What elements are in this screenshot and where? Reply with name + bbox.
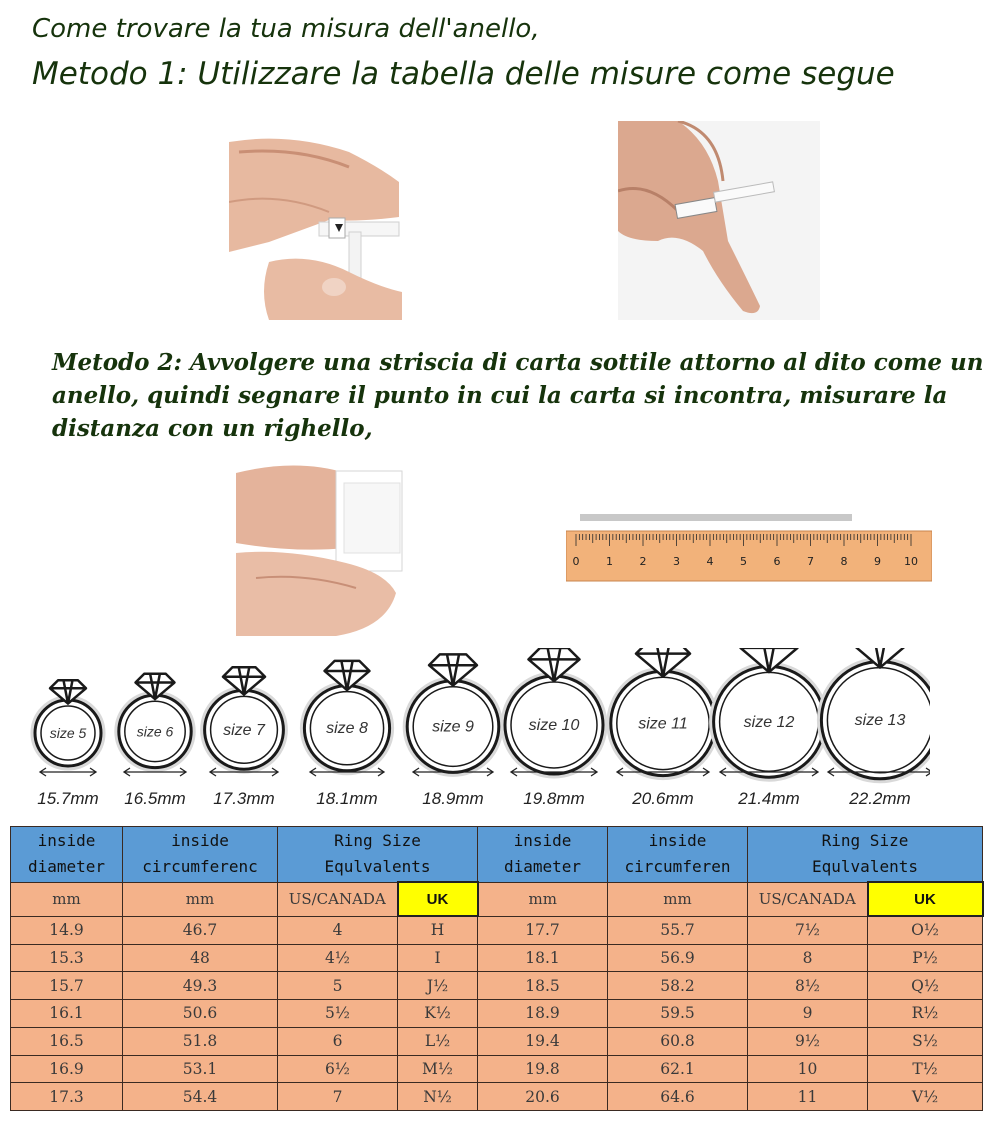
table-cell: 14.9 <box>11 916 123 944</box>
paper-strip <box>580 514 852 521</box>
paper-strip-photo <box>236 453 406 636</box>
ring-size-10 <box>505 648 603 808</box>
table-cell: 4 <box>278 916 398 944</box>
ring-sizer-photo-finger <box>618 121 820 320</box>
uk-badge: UK <box>868 882 983 916</box>
header-ring-size: Ring Size Equlvalents <box>278 827 478 883</box>
ring-diameter-label: 18.1mm <box>316 789 378 808</box>
ring-size-label: size 8 <box>326 720 368 738</box>
ring-size-9 <box>407 654 499 808</box>
table-cell: 62.1 <box>608 1055 748 1083</box>
page-heading: Come trovare la tua misura dell'anello, <box>32 14 540 44</box>
table-cell: N½ <box>398 1083 478 1111</box>
table-cell: 18.9 <box>478 1000 608 1028</box>
table-cell: 19.4 <box>478 1027 608 1055</box>
table-cell: R½ <box>868 1000 983 1028</box>
table-cell: 51.8 <box>123 1027 278 1055</box>
table-cell: 7½ <box>748 916 868 944</box>
table-cell: 64.6 <box>608 1083 748 1111</box>
header-inside-circumference-2: inside circumferen <box>608 827 748 883</box>
unit-cell: mm <box>123 882 278 916</box>
table-row <box>11 1083 983 1111</box>
table-cell: H <box>398 916 478 944</box>
ring-diameter-label: 22.2mm <box>849 789 911 808</box>
ring-diameter-label: 20.6mm <box>632 789 694 808</box>
ruler-number: 1 <box>606 555 613 568</box>
table-cell: 20.6 <box>478 1083 608 1111</box>
ring-diameter-label: 17.3mm <box>213 789 275 808</box>
table-cell: 6 <box>278 1027 398 1055</box>
table-cell: 11 <box>748 1083 868 1111</box>
table-cell: 17.3 <box>11 1083 123 1111</box>
table-cell: 53.1 <box>123 1055 278 1083</box>
ruler-number: 8 <box>840 555 848 568</box>
table-cell: 6½ <box>278 1055 398 1083</box>
table-cell: S½ <box>868 1027 983 1055</box>
ruler-image <box>566 514 932 584</box>
table-cell: 54.4 <box>123 1083 278 1111</box>
unit-cell: mm <box>478 882 608 916</box>
ruler-number: 6 <box>773 555 781 568</box>
table-cell: 60.8 <box>608 1027 748 1055</box>
header-inside-diameter-2: inside diameter <box>478 827 608 883</box>
table-cell: L½ <box>398 1027 478 1055</box>
table-cell: 8 <box>748 944 868 972</box>
table-row <box>11 916 983 944</box>
ruler-number: 10 <box>904 555 918 568</box>
table-cell: 5½ <box>278 1000 398 1028</box>
ring-size-label: size 10 <box>528 717 580 734</box>
ring-size-diagram <box>30 648 930 813</box>
table-cell: 56.9 <box>608 944 748 972</box>
ring-sizer-photo-pull <box>229 122 402 320</box>
table-cell: 18.5 <box>478 972 608 1000</box>
table-row <box>11 1000 983 1028</box>
ring-size-table <box>10 826 984 1111</box>
method-1-title: Metodo 1: Utilizzare la tabella delle misure come segue <box>32 56 895 92</box>
table-cell: V½ <box>868 1083 983 1111</box>
table-cell: 10 <box>748 1055 868 1083</box>
table-cell: K½ <box>398 1000 478 1028</box>
unit-cell: mm <box>11 882 123 916</box>
ruler-number: 0 <box>572 555 580 568</box>
table-cell: 4½ <box>278 944 398 972</box>
table-row <box>11 1055 983 1083</box>
ring-size-7 <box>205 667 284 808</box>
ruler-number: 7 <box>807 555 814 568</box>
table-row <box>11 944 983 972</box>
ring-diameter-label: 16.5mm <box>124 789 186 808</box>
table-cell: 18.1 <box>478 944 608 972</box>
ring-size-label: size 5 <box>49 725 87 741</box>
ruler-number: 3 <box>673 555 680 568</box>
ruler-number: 4 <box>706 555 714 568</box>
table-cell: 49.3 <box>123 972 278 1000</box>
table-cell: 19.8 <box>478 1055 608 1083</box>
table-cell: 46.7 <box>123 916 278 944</box>
header-ring-size-2: Ring Size Equlvalents <box>748 827 983 883</box>
ring-diameter-label: 21.4mm <box>738 789 800 808</box>
ring-diameter-label: 19.8mm <box>523 789 585 808</box>
table-cell: 5 <box>278 972 398 1000</box>
table-cell: 48 <box>123 944 278 972</box>
unit-cell: US/CANADA <box>278 882 398 916</box>
table-cell: 15.7 <box>11 972 123 1000</box>
unit-cell: US/CANADA <box>748 882 868 916</box>
table-cell: 7 <box>278 1083 398 1111</box>
table-cell: 17.7 <box>478 916 608 944</box>
table-cell: Q½ <box>868 972 983 1000</box>
table-row <box>11 1027 983 1055</box>
ruler-number: 9 <box>874 555 881 568</box>
table-cell: 16.1 <box>11 1000 123 1028</box>
table-cell: 16.5 <box>11 1027 123 1055</box>
ruler-number: 2 <box>639 555 647 568</box>
table-cell: 8½ <box>748 972 868 1000</box>
table-cell: O½ <box>868 916 983 944</box>
ring-size-12 <box>714 648 825 808</box>
ring-size-11 <box>611 648 715 808</box>
table-cell: I <box>398 944 478 972</box>
ring-size-label: size 12 <box>743 713 795 731</box>
ring-size-label: size 11 <box>638 715 688 733</box>
unit-cell: mm <box>608 882 748 916</box>
method-2-text: Metodo 2: Avvolgere una striscia di carta sottile attorno al dito come un anello, quindi segnare il punto in cui la carta si incontra, misurare la distanza con un righello, <box>52 349 984 442</box>
ring-size-label: size 9 <box>432 718 474 736</box>
table-cell: 58.2 <box>608 972 748 1000</box>
uk-badge: UK <box>398 882 478 916</box>
table-cell: 50.6 <box>123 1000 278 1028</box>
header-inside-diameter: inside diameter <box>11 827 123 883</box>
ring-diameter-label: 18.9mm <box>422 789 484 808</box>
table-cell: 9½ <box>748 1027 868 1055</box>
table-cell: 15.3 <box>11 944 123 972</box>
ring-diameter-label: 15.7mm <box>37 789 99 808</box>
table-cell: 9 <box>748 1000 868 1028</box>
ring-size-6 <box>119 674 191 808</box>
ring-size-13 <box>821 648 930 808</box>
table-row <box>11 972 983 1000</box>
header-inside-circumference: inside circumferenc <box>123 827 278 883</box>
ring-size-8 <box>304 661 389 808</box>
table-units-row <box>11 882 983 916</box>
table-header-row <box>11 827 983 883</box>
table-cell: P½ <box>868 944 983 972</box>
table-cell: M½ <box>398 1055 478 1083</box>
table-cell: 16.9 <box>11 1055 123 1083</box>
table-cell: 59.5 <box>608 1000 748 1028</box>
ring-size-label: size 13 <box>854 712 906 730</box>
table-cell: J½ <box>398 972 478 1000</box>
ring-size-5 <box>35 680 101 808</box>
table-cell: 55.7 <box>608 916 748 944</box>
ring-size-label: size 6 <box>136 723 174 740</box>
ring-size-label: size 7 <box>223 721 265 739</box>
table-cell: T½ <box>868 1055 983 1083</box>
ruler-number: 5 <box>740 555 747 568</box>
